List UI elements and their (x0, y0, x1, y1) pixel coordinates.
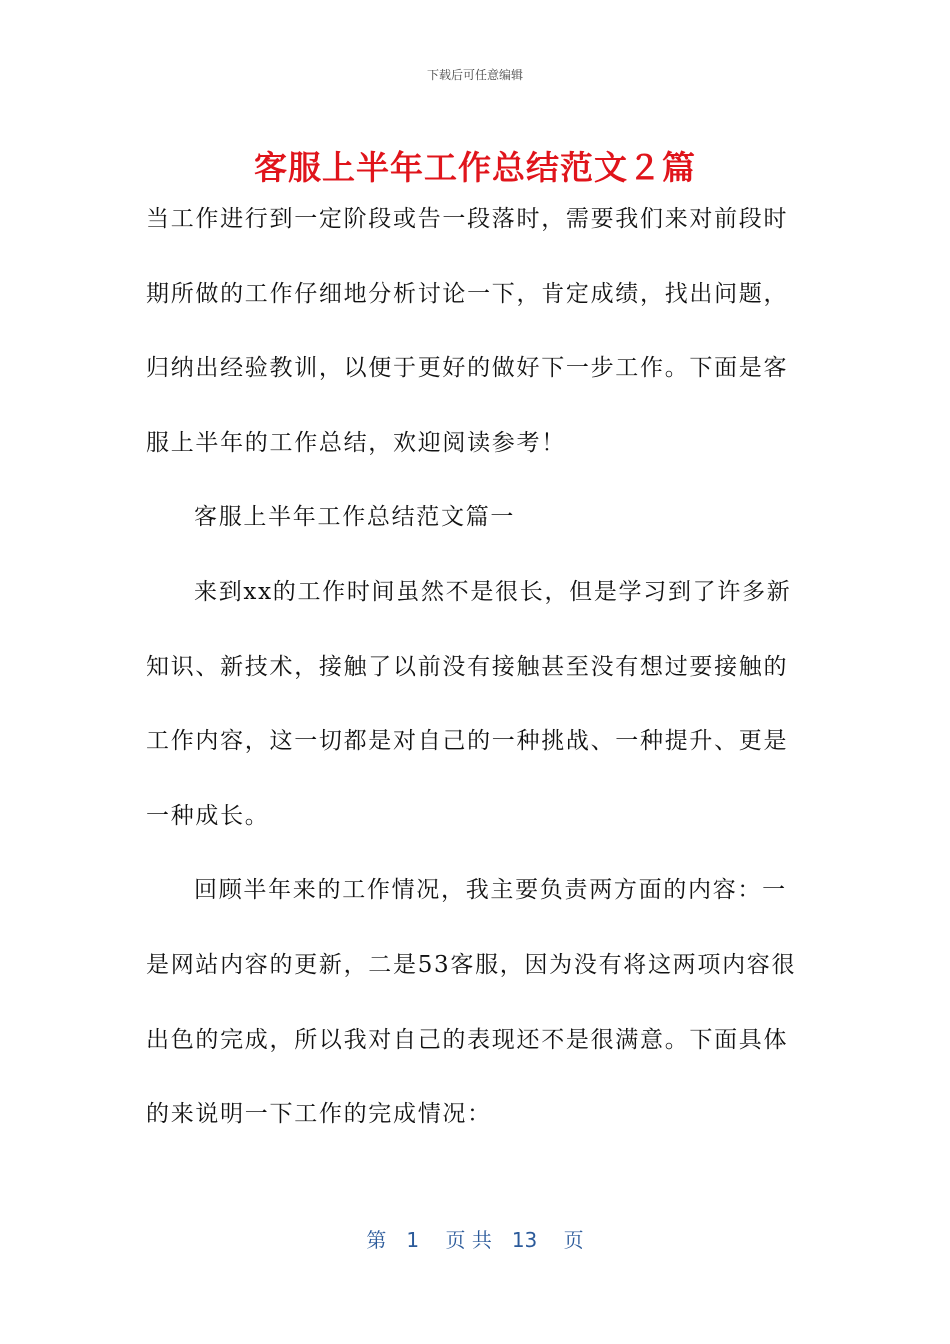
intro-paragraph: 当工作进行到一定阶段或告一段落时，需要我们来对前段时期所做的工作仔细地分析讨论一下，肯定成绩，找出问题，归纳出经验教训，以便于更好的做好下一步工作。下面是客服上半年的工作总结，欢迎阅读参考！ (146, 206, 789, 456)
body-paragraph: 回顾半年来的工作情况，我主要负责两方面的内容：一是网站内容的更新，二是53客服，因为没有将这两项内容很出色的完成，所以我对自己的表现还不是很满意。下面具体的来说明一下工作的完成情况： (146, 877, 797, 1128)
header-note: 下载后可任意编辑 (426, 68, 523, 82)
document-body (146, 182, 806, 1152)
section-heading: 客服上半年工作总结范文篇一 (194, 504, 516, 531)
page-number-footer: 第 1 页 共 13 页 (366, 1228, 584, 1252)
body-paragraph: 来到xx的工作时间虽然不是很长，但是学习到了许多新知识、新技术，接触了以前没有接触甚至没有想过要接触的工作内容，这一切都是对自己的一种挑战、一种提升、更是一种成长。 (146, 578, 792, 829)
document-title: 客服上半年工作总结范文２篇 (254, 148, 696, 187)
